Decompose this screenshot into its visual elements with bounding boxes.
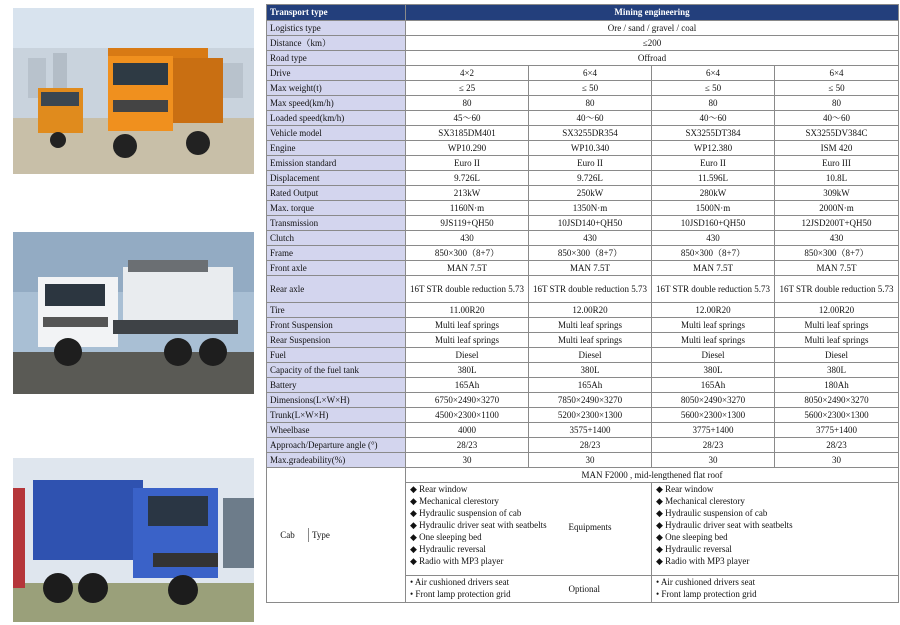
- row-label: Dimensions(L×W×H): [267, 393, 406, 408]
- cell-value: 9.726L: [406, 171, 529, 186]
- list-item: • Front lamp protection grid: [410, 589, 511, 599]
- table-row: [267, 66, 899, 81]
- cell-value: 6×4: [775, 66, 899, 81]
- cell-value: 28/23: [529, 438, 652, 453]
- list-item: ◆ One sleeping bed: [656, 532, 728, 542]
- cell-value: 4×2: [406, 66, 529, 81]
- cell-value: Diesel: [406, 348, 529, 363]
- cell-value: MAN 7.5T: [652, 261, 775, 276]
- row-label: Engine: [267, 141, 406, 156]
- cell-value: 3775+1400: [775, 423, 899, 438]
- list-item: ◆ Hydraulic suspension of cab: [656, 508, 768, 518]
- cell-value: 850×300（8+7）: [406, 246, 529, 261]
- cell-value: 5600×2300×1300: [652, 408, 775, 423]
- orange-truck-photo: [13, 8, 254, 174]
- cell-value: 80: [529, 96, 652, 111]
- cell-value: SX3185DM401: [406, 126, 529, 141]
- cab-type-label: Type: [309, 528, 406, 542]
- row-label: Front axle: [267, 261, 406, 276]
- cell-value: Multi leaf springs: [406, 333, 529, 348]
- cell-value: Multi leaf springs: [406, 318, 529, 333]
- table-row: [267, 276, 899, 303]
- cell-value: 45～60: [406, 111, 529, 126]
- cell-value: Multi leaf springs: [775, 333, 899, 348]
- cell-value: 80: [775, 96, 899, 111]
- cell-value: Multi leaf springs: [775, 318, 899, 333]
- table-row: [267, 453, 899, 468]
- cell-value: WP10.290: [406, 141, 529, 156]
- row-label: Front Suspension: [267, 318, 406, 333]
- cell-value: 40～60: [652, 111, 775, 126]
- header-transport-type: Transport type: [267, 5, 406, 21]
- optional-heading: Optional: [568, 584, 600, 594]
- cell-value: ISM 420: [775, 141, 899, 156]
- row-label: Max. torque: [267, 201, 406, 216]
- cell-value: 6×4: [529, 66, 652, 81]
- row-label: Frame: [267, 246, 406, 261]
- table-row: [267, 156, 899, 171]
- cell-value: ≤ 50: [529, 81, 652, 96]
- table-row: [267, 96, 899, 111]
- row-label: Max speed(km/h): [267, 96, 406, 111]
- list-item: ◆ Radio with MP3 player: [410, 556, 504, 566]
- cell-value: 430: [406, 231, 529, 246]
- list-item: • Air cushioned drivers seat: [410, 577, 510, 587]
- table-row: [267, 333, 899, 348]
- list-item: ◆ Mechanical clerestory: [410, 496, 499, 506]
- table-row: [267, 348, 899, 363]
- cell-value: 165Ah: [529, 378, 652, 393]
- spec-rows: [267, 66, 899, 468]
- optional-list-left: [406, 576, 652, 603]
- cell-value: SX3255DV384C: [775, 126, 899, 141]
- table-row: [267, 408, 899, 423]
- row-value: Ore / sand / gravel / coal: [406, 21, 899, 36]
- row-label: Rear axle: [267, 276, 406, 303]
- cell-value: 12.00R20: [775, 303, 899, 318]
- table-row: [267, 318, 899, 333]
- table-row: [267, 21, 899, 36]
- cell-value: 8050×2490×3270: [775, 393, 899, 408]
- table-row: [267, 363, 899, 378]
- cell-value: 4000: [406, 423, 529, 438]
- row-label: Transmission: [267, 216, 406, 231]
- table-row: [267, 111, 899, 126]
- equipment-items: [656, 483, 895, 567]
- cell-value: 380L: [529, 363, 652, 378]
- table-row: [267, 81, 899, 96]
- equipments-heading: Equipments: [568, 522, 612, 532]
- cell-value: 12.00R20: [652, 303, 775, 318]
- cell-value: 7850×2490×3270: [529, 393, 652, 408]
- cell-value: 8050×2490×3270: [652, 393, 775, 408]
- cell-value: 40～60: [529, 111, 652, 126]
- cell-value: 430: [775, 231, 899, 246]
- cell-value: 380L: [652, 363, 775, 378]
- cell-value: 1160N·m: [406, 201, 529, 216]
- cell-value: 165Ah: [406, 378, 529, 393]
- cell-value: 5600×2300×1300: [775, 408, 899, 423]
- list-item: ◆ Radio with MP3 player: [656, 556, 750, 566]
- cell-value: 30: [775, 453, 899, 468]
- cell-value: SX3255DR354: [529, 126, 652, 141]
- row-label: Trunk(L×W×H): [267, 408, 406, 423]
- row-label: Distance（km）: [267, 36, 406, 51]
- cell-value: 16T STR double reduction 5.73: [775, 276, 899, 303]
- cell-value: Euro II: [529, 156, 652, 171]
- cell-value: 28/23: [652, 438, 775, 453]
- list-item: • Air cushioned drivers seat: [656, 577, 756, 587]
- cell-value: 250kW: [529, 186, 652, 201]
- cell-value: WP10.340: [529, 141, 652, 156]
- cell-value: 850×300（8+7）: [775, 246, 899, 261]
- table-row: [267, 246, 899, 261]
- table-row: [267, 231, 899, 246]
- list-item: ◆ Hydraulic reversal: [656, 544, 732, 554]
- table-row: [267, 141, 899, 156]
- list-item: ◆ Hydraulic driver seat with seatbelts: [656, 520, 793, 530]
- row-label: Approach/Departure angle (°): [267, 438, 406, 453]
- cell-value: MAN 7.5T: [775, 261, 899, 276]
- table-row: [267, 393, 899, 408]
- cell-value: Diesel: [529, 348, 652, 363]
- cell-value: 430: [529, 231, 652, 246]
- list-item: ◆ Hydraulic suspension of cab: [410, 508, 522, 518]
- cell-value: 6×4: [652, 66, 775, 81]
- list-item: • Front lamp protection grid: [656, 589, 757, 599]
- cell-value: 213kW: [406, 186, 529, 201]
- cell-value: Diesel: [652, 348, 775, 363]
- cell-value: MAN 7.5T: [406, 261, 529, 276]
- row-label: Loaded speed(km/h): [267, 111, 406, 126]
- row-label: Logistics type: [267, 21, 406, 36]
- cell-value: 309kW: [775, 186, 899, 201]
- cell-value: 9JS119+QH50: [406, 216, 529, 231]
- cell-value: 40～60: [775, 111, 899, 126]
- row-value: Offroad: [406, 51, 899, 66]
- cell-value: 30: [529, 453, 652, 468]
- row-label: Displacement: [267, 171, 406, 186]
- cell-value: Multi leaf springs: [529, 333, 652, 348]
- cell-value: 16T STR double reduction 5.73: [529, 276, 652, 303]
- cell-value: WP12.380: [652, 141, 775, 156]
- table-row: [267, 126, 899, 141]
- header-mining-engineering: Mining engineering: [406, 5, 899, 21]
- optional-items: [410, 576, 648, 600]
- cell-value: Euro II: [652, 156, 775, 171]
- optional-items: [656, 576, 895, 600]
- cell-value: 850×300（8+7）: [652, 246, 775, 261]
- list-item: ◆ One sleeping bed: [410, 532, 482, 542]
- cell-value: ≤ 50: [652, 81, 775, 96]
- row-label: Vehicle model: [267, 126, 406, 141]
- row-value: ≤200: [406, 36, 899, 51]
- cell-value: 3575+1400: [529, 423, 652, 438]
- cell-value: 30: [406, 453, 529, 468]
- cell-value: 430: [652, 231, 775, 246]
- row-label: Fuel: [267, 348, 406, 363]
- row-label: Max.gradeability(%): [267, 453, 406, 468]
- cell-value: 380L: [775, 363, 899, 378]
- cell-value: 12JSD200T+QH50: [775, 216, 899, 231]
- optional-list-right: [652, 576, 899, 603]
- cell-value: 10.8L: [775, 171, 899, 186]
- list-item: ◆ Hydraulic driver seat with seatbelts: [410, 520, 547, 530]
- cell-value: 16T STR double reduction 5.73: [406, 276, 529, 303]
- table-row: [267, 378, 899, 393]
- cell-value: Multi leaf springs: [529, 318, 652, 333]
- table-row: [267, 201, 899, 216]
- list-item: ◆ Mechanical clerestory: [656, 496, 745, 506]
- cab-type-value: MAN F2000 , mid-lengthened flat roof: [406, 468, 899, 483]
- cell-value: Euro II: [406, 156, 529, 171]
- row-label: Road type: [267, 51, 406, 66]
- cell-value: ≤ 50: [775, 81, 899, 96]
- cell-value: SX3255DT384: [652, 126, 775, 141]
- row-label: Tire: [267, 303, 406, 318]
- cell-value: 80: [652, 96, 775, 111]
- cell-value: 11.596L: [652, 171, 775, 186]
- blue-truck-photo: [13, 458, 254, 622]
- cell-value: 2000N·m: [775, 201, 899, 216]
- table-row: [267, 186, 899, 201]
- table-row: [267, 303, 899, 318]
- table-row: [267, 261, 899, 276]
- row-label: Drive: [267, 66, 406, 81]
- cell-value: 10JSD160+QH50: [652, 216, 775, 231]
- white-truck-photo: [13, 232, 254, 394]
- cell-value: 30: [652, 453, 775, 468]
- equipments-list-left: [406, 483, 652, 576]
- cell-value: 11.00R20: [406, 303, 529, 318]
- row-label: Clutch: [267, 231, 406, 246]
- cell-value: 1350N·m: [529, 201, 652, 216]
- cell-value: 10JSD140+QH50: [529, 216, 652, 231]
- cell-value: 850×300（8+7）: [529, 246, 652, 261]
- cell-value: 5200×2300×1300: [529, 408, 652, 423]
- cell-value: 180Ah: [775, 378, 899, 393]
- cab-group: [267, 468, 406, 603]
- list-item: ◆ Rear window: [410, 484, 468, 494]
- cell-value: Multi leaf springs: [652, 333, 775, 348]
- cell-value: 80: [406, 96, 529, 111]
- table-row: [267, 51, 899, 66]
- list-item: ◆ Hydraulic reversal: [410, 544, 486, 554]
- cell-value: 28/23: [775, 438, 899, 453]
- cab-label: Cab: [267, 528, 309, 542]
- cell-value: 12.00R20: [529, 303, 652, 318]
- cab-type-row: [267, 468, 899, 483]
- row-label: Capacity of the fuel tank: [267, 363, 406, 378]
- cell-value: 280kW: [652, 186, 775, 201]
- table-row: [267, 438, 899, 453]
- cell-value: 9.726L: [529, 171, 652, 186]
- cell-value: MAN 7.5T: [529, 261, 652, 276]
- table-row: [267, 216, 899, 231]
- cell-value: 3775+1400: [652, 423, 775, 438]
- cell-value: Multi leaf springs: [652, 318, 775, 333]
- cell-value: 16T STR double reduction 5.73: [652, 276, 775, 303]
- spec-table: [266, 4, 899, 603]
- cell-value: Euro III: [775, 156, 899, 171]
- cell-value: ≤ 25: [406, 81, 529, 96]
- table-row: [267, 36, 899, 51]
- table-row: [267, 423, 899, 438]
- cell-value: 6750×2490×3270: [406, 393, 529, 408]
- row-label: Rated Output: [267, 186, 406, 201]
- row-label: Max weight(t): [267, 81, 406, 96]
- list-item: ◆ Rear window: [656, 484, 714, 494]
- row-label: Wheelbase: [267, 423, 406, 438]
- row-label: Rear Suspension: [267, 333, 406, 348]
- cell-value: 380L: [406, 363, 529, 378]
- cell-value: 1500N·m: [652, 201, 775, 216]
- table-header-row: [267, 5, 899, 21]
- cell-value: Diesel: [775, 348, 899, 363]
- row-label: Battery: [267, 378, 406, 393]
- table-row: [267, 171, 899, 186]
- cell-value: 165Ah: [652, 378, 775, 393]
- equipments-list-right: [652, 483, 899, 576]
- equipment-items: [410, 483, 648, 567]
- row-label: Emission standard: [267, 156, 406, 171]
- cell-value: 4500×2300×1100: [406, 408, 529, 423]
- cell-value: 28/23: [406, 438, 529, 453]
